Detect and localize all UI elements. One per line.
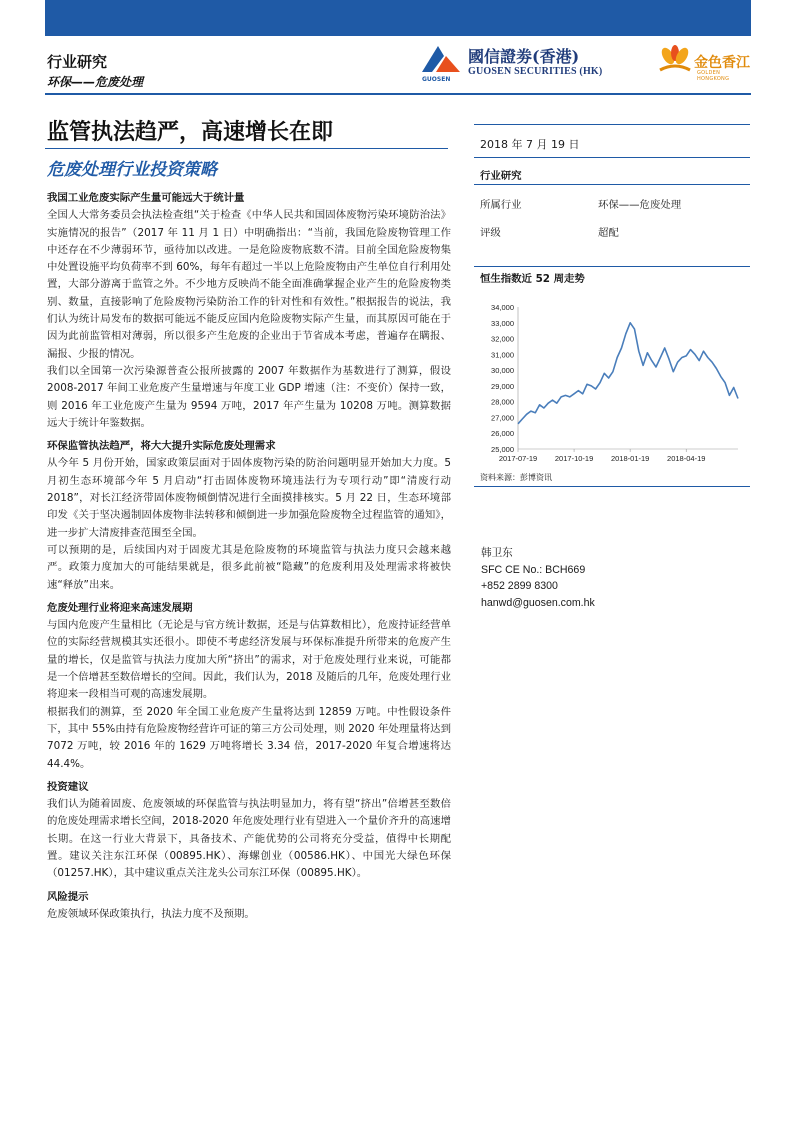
analyst-info	[481, 545, 595, 611]
top-color-band	[45, 0, 751, 36]
main-body	[47, 190, 451, 923]
x-tick-label: 2018-01-19	[610, 454, 650, 463]
partner-name-en: GOLDEN HONGKONG	[697, 70, 730, 82]
y-tick-label: 32,000	[491, 334, 514, 344]
paragraph: 根据我们的测算，至 2020 年全国工业危废产生量将达到 12859 万吨。中性假设条件下，其中 55%由持有危险废物经营许可证的第三方公司处理，则 2020 年处理量将达到 7072 万吨，较 2016 年的 1629 万吨将增长 3.34 倍，2017-2020 年复合增速将达 44.4%。	[47, 705, 451, 770]
paragraph: 可以预期的是，后续国内对于固废尤其是危险废物的环境监管与执法力度只会越来越严。政策力度加大的可能结果就是，很多此前被“隐藏”的危废利用及处理需求将被快速“释放”出来。	[47, 543, 451, 591]
chart-title: 恒生指数近 52 周走势	[480, 273, 585, 285]
sidebar-divider	[474, 157, 750, 158]
section-heading: 我国工业危废实际产生量可能远大于统计量	[47, 192, 245, 204]
analyst-email[interactable]: hanwd@guosen.com.hk	[481, 596, 595, 609]
title-divider	[45, 148, 448, 149]
paragraph: 与国内危废产生量相比（无论是与官方统计数据，还是与估算数相比），危废持证经营单位的实际经营规模其实还很小。即使不考虑经济发展与环保标准提升所带来的危废产生量的增长，仅是监管与执法力度加大所“挤出”的需求，对于危废处理行业来说，可能都是一个倍增甚至数倍增长的空间。因此，我们认为，2018 及随后的几年，危废处理行业将迎来一段相当可观的高速发展期。	[47, 619, 451, 701]
industry-label: 所属行业	[480, 199, 522, 211]
guosen-mark-text: GUOSEN	[422, 76, 451, 83]
report-category: 行业研究	[47, 53, 108, 71]
section-heading: 风险提示	[47, 890, 89, 903]
section-heading: 危废处理行业将迎来高速发展期	[47, 601, 193, 614]
rating-label: 评级	[480, 227, 501, 239]
section	[47, 190, 451, 432]
y-tick-label: 25,000	[491, 445, 514, 454]
report-subcategory: 环保——危废处理	[47, 75, 144, 89]
sidebar-divider	[474, 266, 750, 267]
golden-hongkong-logo-icon	[656, 44, 694, 78]
section	[47, 889, 451, 924]
x-tick-label: 2018-04-19	[667, 454, 706, 463]
y-tick-label: 30,000	[491, 366, 514, 376]
sidebar-divider	[474, 124, 750, 125]
analyst-phone: +852 2899 8300	[481, 580, 558, 592]
brand-name-en: GUOSEN SECURITIES (HK)	[468, 66, 603, 77]
section	[47, 779, 451, 883]
y-tick-label: 27,000	[491, 413, 514, 423]
rating-value: 超配	[598, 227, 619, 239]
sidebar-divider	[474, 184, 750, 185]
y-tick-label: 33,000	[491, 318, 514, 328]
y-tick-label: 31,000	[491, 350, 514, 360]
x-tick-label: 2017-07-19	[498, 454, 538, 463]
paragraph: 全国人大常务委员会执法检查组“关于检查《中华人民共和国固体废物污染环境防治法》实施情况的报告”（2017 年 11 月 1 日）中明确指出：“当前，我国危险废物管理工作中还存在不少薄弱环节，亟待加以改进。一是危险废物底数不清。目前全国危险废物集中处置设施平均负荷率不到 60%，每年有超过一半以上危险废物由产生单位自行利用处置，大部分游离于监管之外。不少地方反映尚不能全面准确掌握企业产生的危险废物类别、数量，直接影响了危险废物污染防治工作的针对性和有效性。”根据报告的说法，我们认为统计局发布的数据可能远不能反应国内危险废物实际产生量，而其原因可能在于因为此前监管相对薄弱，所以很多产生危废的企业出于节省成本考虑，普遍存在瞒报、漏报、少报的情况。	[47, 209, 451, 360]
y-tick-label: 28,000	[491, 397, 514, 407]
paragraph: 危废领域环保政策执行，执法力度不及预期。	[47, 907, 255, 920]
paragraph: 我们以全国第一次污染源普查公报所披露的 2007 年数据作为基数进行了测算，假设 2008-2017 年间工业危废产生量增速与年度工业 GDP 增速（注：不变价）保持一致，则 2016 年工业危废产生量为 9594 万吨，2017 年产生量为 10208 万吨。测算数据远大于统计年鉴数据。	[47, 364, 451, 429]
guosen-logo-icon	[418, 42, 462, 76]
section-heading: 投资建议	[47, 780, 89, 793]
report-date: 2018 年 7 月 19 日	[480, 138, 580, 151]
sidebar-divider	[474, 486, 750, 487]
brand-name-cn: 國信證劵(香港)	[468, 47, 580, 66]
section	[47, 600, 451, 773]
analyst-license: SFC CE No.: BCH669	[481, 563, 586, 576]
chart-source: 资料来源：彭博资讯	[480, 473, 552, 482]
x-tick-label: 2017-10-19	[554, 454, 594, 463]
paragraph: 从今年 5 月份开始，国家政策层面对于固体废物污染的防治问题明显开始加大力度。5 月初生态环境部今年 5 月启动“打击固体废物环境违法行为专项行动”即“清废行动 2018”，对长江经济带固体废物倾倒情况进行全面摸排核实。5 月 22 日，生态环境部印发《关于坚决遏制固体废物非法转移和倾倒进一步加强危险废物全过程监管的通知》，进一步扩大清废排查范围至全国。	[47, 457, 451, 539]
hsi-line-chart	[474, 289, 750, 469]
paragraph: 我们认为随着固废、危废领域的环保监管与执法明显加力，将有望“挤出”倍增甚至数倍的危废处理需求增长空间，2018-2020 年危废处理行业有望进入一个量价齐升的高速增长期。在这一行业大背景下，具备技术、产能优势的公司将充分受益，值得中长期配置。建议关注东江环保（00895.HK）、海螺创业（00586.HK）、中国光大绿色环保（01257.HK），其中建议重点关注龙头公司东江环保（00895.HK）。	[47, 798, 451, 880]
series-line-hsi	[518, 323, 738, 424]
industry-value: 环保——危废处理	[598, 199, 682, 211]
report-type: 行业研究	[480, 170, 522, 182]
y-tick-label: 29,000	[491, 381, 514, 391]
section-heading: 环保监管执法趋严，将大大提升实际危废处理需求	[47, 440, 276, 453]
industry-row	[480, 196, 682, 211]
y-tick-label: 34,000	[491, 303, 514, 312]
page-title: 监管执法趋严，高速增长在即	[47, 119, 334, 145]
y-tick-label: 26,000	[491, 429, 514, 439]
logo-area	[418, 42, 751, 88]
section	[47, 438, 451, 594]
header-divider	[45, 93, 751, 95]
page-subtitle: 危废处理行业投资策略	[47, 160, 217, 180]
rating-row	[480, 224, 619, 239]
partner-name-cn: 金色香江	[694, 55, 750, 71]
analyst-name: 韩卫东	[481, 547, 513, 559]
